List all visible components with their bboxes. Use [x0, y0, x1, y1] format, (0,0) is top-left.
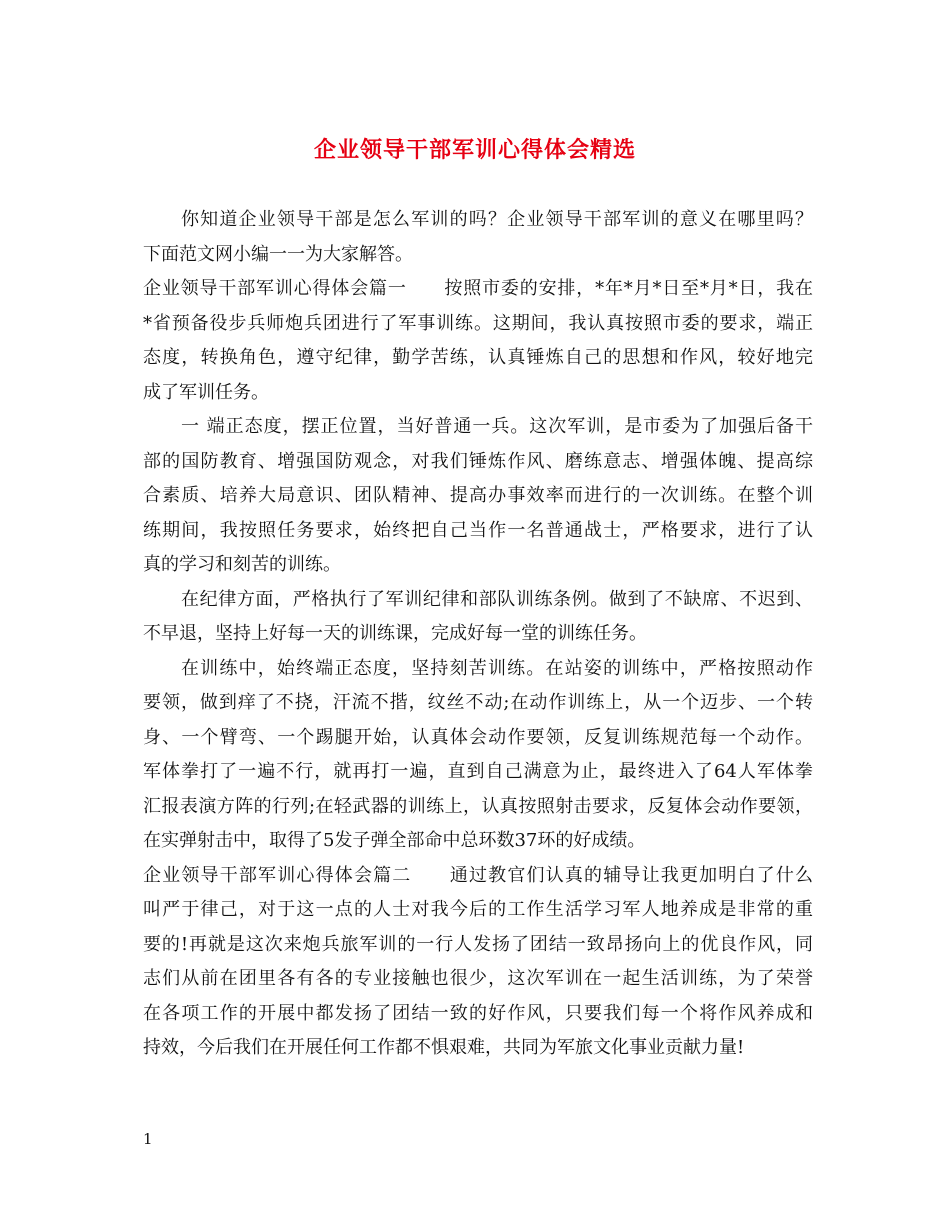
- text-line: 企业领导干部军训心得体会篇二 通过教官们认真的辅导让我更加明白了什么: [143, 864, 813, 886]
- text-line: 在纪律方面，严格执行了军训纪律和部队训练条例。做到了不缺席、不迟到、: [181, 588, 813, 610]
- text-line: 一 端正态度，摆正位置，当好普通一兵。这次军训，是市委为了加强后备干: [181, 416, 813, 437]
- document-title: 企业领导干部军训心得体会精选: [313, 137, 636, 163]
- text-line: 部的国防教育、增强国防观念，对我们锤炼作风、磨练意志、增强体魄、提高综: [143, 450, 813, 472]
- text-line: 练期间，我按照任务要求，始终把自己当作一名普通战士，严格要求，进行了认: [143, 519, 813, 541]
- text-line: 志们从前在团里各有各的专业接触也很少，这次军训在一起生活训练，为了荣誉: [143, 968, 813, 989]
- text-line: 态度，转换角色，遵守纪律，勤学苦练，认真锤炼自己的思想和作风，较好地完: [143, 347, 813, 368]
- page-number: 1: [143, 1130, 153, 1148]
- text-line: 要领，做到痒了不挠，汗流不揩，纹丝不动;在动作训练上，从一个迈步、一个转: [143, 692, 813, 713]
- text-line: 真的学习和刻苦的训练。: [143, 554, 341, 575]
- text-line: 合素质、培养大局意识、团队精神、提高办事效率而进行的一次训练。在整个训: [143, 485, 813, 506]
- text-line: 持效，今后我们在开展任何工作都不惧艰难，共同为军旅文化事业贡献力量!: [143, 1037, 745, 1058]
- text-line: 在训练中，始终端正态度，坚持刻苦训练。在站姿的训练中，严格按照动作: [181, 657, 813, 679]
- text-line: 成了军训任务。: [143, 381, 269, 403]
- text-line: 在实弹射击中，取得了5发子弹全部命中总环数37环的好成绩。: [143, 830, 646, 851]
- document-body: [143, 203, 813, 1066]
- text-line: *省预备役步兵师炮兵团进行了军事训练。这期间，我认真按照市委的要求，端正: [143, 312, 813, 334]
- text-line: 下面范文网小编一一为大家解答。: [143, 243, 413, 265]
- text-line: 要的!再就是这次来炮兵旅军训的一行人发扬了团结一致昂扬向上的优良作风，同: [143, 933, 813, 955]
- text-line: 叫严于律己，对于这一点的人士对我今后的工作生活学习军人地养成是非常的重: [143, 899, 813, 920]
- text-line: 企业领导干部军训心得体会篇一 按照市委的安排，*年*月*日至*月*日，我在: [143, 278, 813, 299]
- text-line: 你知道企业领导干部是怎么军训的吗？企业领导干部军训的意义在哪里吗？: [181, 209, 813, 230]
- text-line: 身、一个臂弯、一个踢腿开始，认真体会动作要领，反复训练规范每一个动作。: [143, 726, 813, 748]
- text-line: 不早退，坚持上好每一天的训练课，完成好每一堂的训练任务。: [143, 623, 647, 644]
- text-line: 汇报表演方阵的行列;在轻武器的训练上，认真按照射击要求，反复体会动作要领，: [143, 795, 813, 817]
- text-line: 在各项工作的开展中都发扬了团结一致的好作风，只要我们每一个将作风养成和: [143, 1002, 813, 1024]
- text-line: 军体拳打了一遍不行，就再打一遍，直到自己满意为止，最终进入了64人军体拳: [143, 761, 813, 782]
